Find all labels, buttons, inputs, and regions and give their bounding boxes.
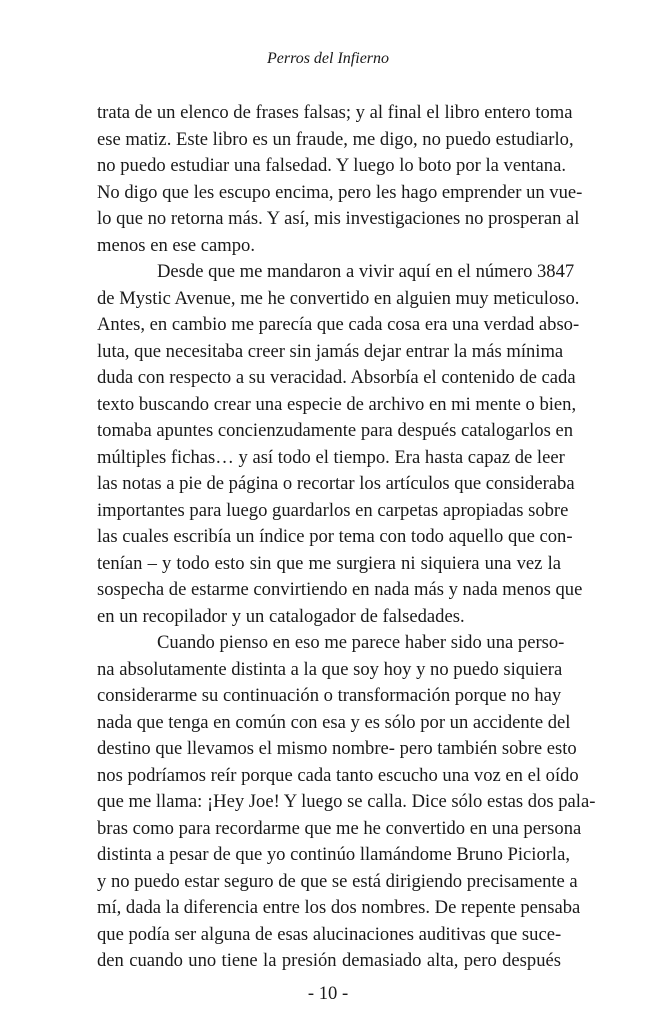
text-line: den cuando uno tiene la presión demasiado alta, pero después	[97, 950, 561, 971]
text-line: destino que llevamos el mismo nombre- pero también sobre esto	[97, 738, 577, 759]
text-line: sospecha de estarme convirtiendo en nada más y nada menos que	[97, 579, 583, 600]
text-line: importantes para luego guardarlos en carpetas apropiadas sobre	[97, 499, 569, 521]
text-line: las notas a pie de página o recortar los artículos que consideraba	[97, 473, 575, 494]
text-line: ese matiz. Este libro es un fraude, me digo, no puedo estudiarlo,	[97, 128, 574, 150]
text-line: que podía ser alguna de esas alucinaciones auditivas que suce-	[97, 923, 562, 945]
text-line: mí, dada la diferencia entre los dos nombres. De repente pensaba	[97, 897, 581, 918]
text-line: lo que no retorna más. Y así, mis investigaciones no prosperan al	[97, 208, 580, 229]
text-line: de Mystic Avenue, me he convertido en alguien muy meticuloso.	[97, 287, 580, 309]
text-line: menos en ese campo.	[97, 234, 255, 256]
text-line: considerarme su continuación o transformación porque no hay	[97, 685, 562, 706]
text-line: en un recopilador y un catalogador de falsedades.	[97, 605, 465, 627]
text-line: distinta a pesar de que yo continúo llamándome Bruno Piciorla,	[97, 844, 570, 865]
text-line: múltiples fichas… y así todo el tiempo. Era hasta capaz de leer	[97, 446, 565, 468]
text-line: Cuando pienso en eso me parece haber sido una perso-	[157, 632, 565, 653]
text-line: bras como para recordarme que me he convertido en una persona	[97, 817, 582, 839]
text-line: tomaba apuntes concienzudamente para después catalogarlos en	[97, 420, 574, 441]
text-line: luta, que necesitaba creer sin jamás dejar entrar la más mínima	[97, 340, 564, 362]
text-line: nada que tenga en común con esa y es sólo por un accidente del	[97, 711, 571, 733]
text-line: las cuales escribía un índice por tema con todo aquello que con-	[97, 526, 573, 547]
text-line: Desde que me mandaron a vivir aquí en el número 3847	[157, 261, 575, 282]
running-header: Perros del Infierno	[266, 50, 390, 67]
body-text	[97, 100, 596, 975]
text-line: que me llama: ¡Hey Joe! Y luego se calla. Dice sólo estas dos pala-	[97, 791, 596, 812]
page-number: - 10 -	[307, 983, 349, 1004]
text-line: y no puedo estar seguro de que se está dirigiendo precisamente a	[97, 870, 578, 892]
text-line: trata de un elenco de frases falsas; y al final el libro entero toma	[97, 102, 573, 123]
text-line: No digo que les escupo encima, pero les hago emprender un vue-	[97, 181, 583, 203]
text-line: duda con respecto a su veracidad. Absorbía el contenido de cada	[97, 367, 576, 388]
text-line: no puedo estudiar una falsedad. Y luego lo boto por la ventana.	[97, 155, 567, 176]
text-line: tenían – y todo esto sin que me surgiera ni siquiera una vez la	[97, 552, 561, 574]
text-line: Antes, en cambio me parecía que cada cosa era una verdad abso-	[97, 314, 580, 335]
text-line: nos podríamos reír porque cada tanto escucho una voz en el oído	[97, 764, 579, 786]
text-line: texto buscando crear una especie de archivo en mi mente o bien,	[97, 393, 577, 415]
text-line: na absolutamente distinta a la que soy hoy y no puedo siquiera	[97, 658, 563, 680]
